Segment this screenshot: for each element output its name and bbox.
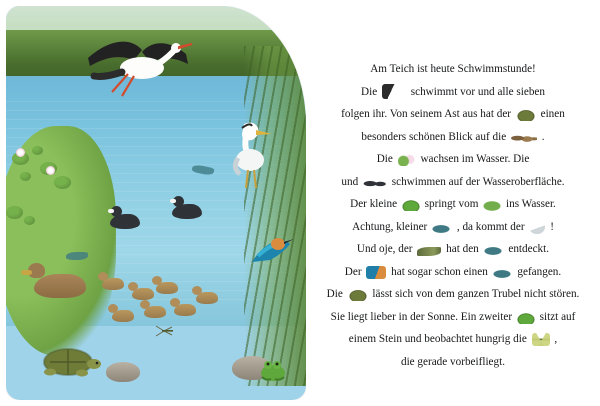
story-line-7	[318, 216, 588, 239]
frog-icon	[402, 200, 420, 211]
story-line-1	[318, 81, 588, 104]
story-line-4	[318, 148, 588, 171]
coot-icon	[172, 204, 202, 219]
story-text: ,	[554, 333, 558, 345]
heron-icon	[228, 118, 274, 192]
story-text: schwimmt vor und alle sieben	[410, 85, 545, 98]
story-line-3	[318, 126, 588, 149]
stork-icon	[382, 84, 406, 99]
coot-icon	[110, 214, 140, 229]
stork-icon	[78, 34, 196, 108]
frog-icon	[258, 358, 288, 382]
story-line-2	[318, 103, 588, 126]
duckling-icon	[132, 288, 154, 300]
story-intro-line	[318, 58, 588, 81]
lilypad-icon	[32, 146, 43, 155]
right-reed-strip	[244, 46, 306, 386]
frog-icon	[517, 313, 535, 324]
story-text: ins Wasser.	[506, 198, 556, 210]
story-text: springt vom	[424, 198, 479, 210]
lilypad-icon	[24, 216, 35, 225]
story-text: einem Stein und beobachtet hungrig die	[348, 333, 527, 345]
kingfisher-icon	[366, 266, 386, 279]
story-text: folgen ihr. Von seinem Ast aus hat der	[341, 108, 512, 120]
ducks-icon	[511, 131, 537, 144]
story-line-5	[318, 171, 588, 194]
turtle-icon	[516, 109, 536, 121]
fish-icon	[493, 269, 513, 279]
duck-icon	[34, 274, 86, 298]
pond-illustration	[6, 6, 306, 400]
story-text: die gerade vorbeifliegt.	[400, 355, 506, 368]
duckling-icon	[112, 310, 134, 322]
water-lilies-group-lower	[6, 202, 66, 242]
story-text: besonders schönen Blick auf die	[361, 130, 507, 143]
story-text: hat sogar schon einen	[391, 265, 488, 278]
kingfisher-icon	[248, 228, 294, 270]
story-text: Die	[326, 288, 343, 300]
story-line-13	[318, 351, 588, 374]
dragonfly-icon	[532, 333, 550, 346]
story-text: gefangen.	[517, 265, 562, 278]
story-text: Der kleine	[350, 198, 398, 210]
fish-icon	[484, 246, 504, 256]
story-text: lässt sich von dem ganzen Trubel nicht stören.	[372, 288, 580, 300]
story-text: !	[550, 220, 554, 233]
story-text: , da kommt der	[456, 220, 525, 233]
story-text: sitzt auf	[539, 310, 576, 323]
story-line-9	[318, 261, 588, 284]
story-text: hat den	[446, 243, 479, 255]
pike-icon	[417, 247, 441, 256]
lilypad-icon	[20, 172, 31, 181]
story-text: Und oje, der	[356, 243, 413, 255]
story-line-10	[318, 283, 588, 306]
heron-icon	[529, 218, 545, 234]
lily-flower-icon	[46, 166, 55, 175]
story-text: Der	[344, 265, 362, 278]
story-line-11	[318, 306, 588, 329]
rock	[106, 362, 140, 382]
duckling-icon	[102, 278, 124, 290]
duckling-icon	[156, 282, 178, 294]
water-lilies-group	[10, 146, 90, 196]
turtle-icon	[348, 289, 368, 301]
fish-icon	[66, 252, 88, 260]
illustration-die-cut-shape	[6, 6, 306, 400]
story-intro-text: Am Teich ist heute Schwimmstunde!	[370, 63, 536, 75]
story-text: wachsen im Wasser. Die	[420, 153, 530, 165]
story-line-12	[318, 328, 588, 351]
story-text: Die	[361, 85, 378, 98]
story-line-8	[318, 238, 588, 261]
story-text: einen	[540, 108, 565, 120]
story-text: schwimmen auf der Wasseroberfläche.	[391, 175, 565, 188]
story-line-6	[318, 193, 588, 216]
story-text: Sie liegt lieber in der Sonne. Ein zweiter	[330, 310, 513, 323]
turtle-icon	[36, 344, 102, 378]
story-text-page	[312, 6, 594, 400]
story-body	[318, 58, 588, 373]
duckling-icon	[196, 292, 218, 304]
water-lily-icon	[398, 154, 416, 166]
story-text: Achtung, kleiner	[352, 220, 428, 233]
story-text: Die	[376, 153, 393, 165]
story-text: und	[341, 175, 359, 188]
duckling-icon	[144, 306, 166, 318]
story-text: entdeckt.	[508, 243, 550, 255]
lilypad-icon	[6, 206, 23, 219]
duckling-icon	[174, 304, 196, 316]
lily-flower-icon	[16, 148, 25, 157]
lilypad-icon	[483, 201, 501, 211]
story-text: .	[541, 130, 545, 143]
dragonfly-icon	[154, 324, 174, 334]
fish-icon	[432, 224, 452, 234]
coots-icon	[363, 177, 387, 189]
lilypad-icon	[54, 176, 71, 189]
